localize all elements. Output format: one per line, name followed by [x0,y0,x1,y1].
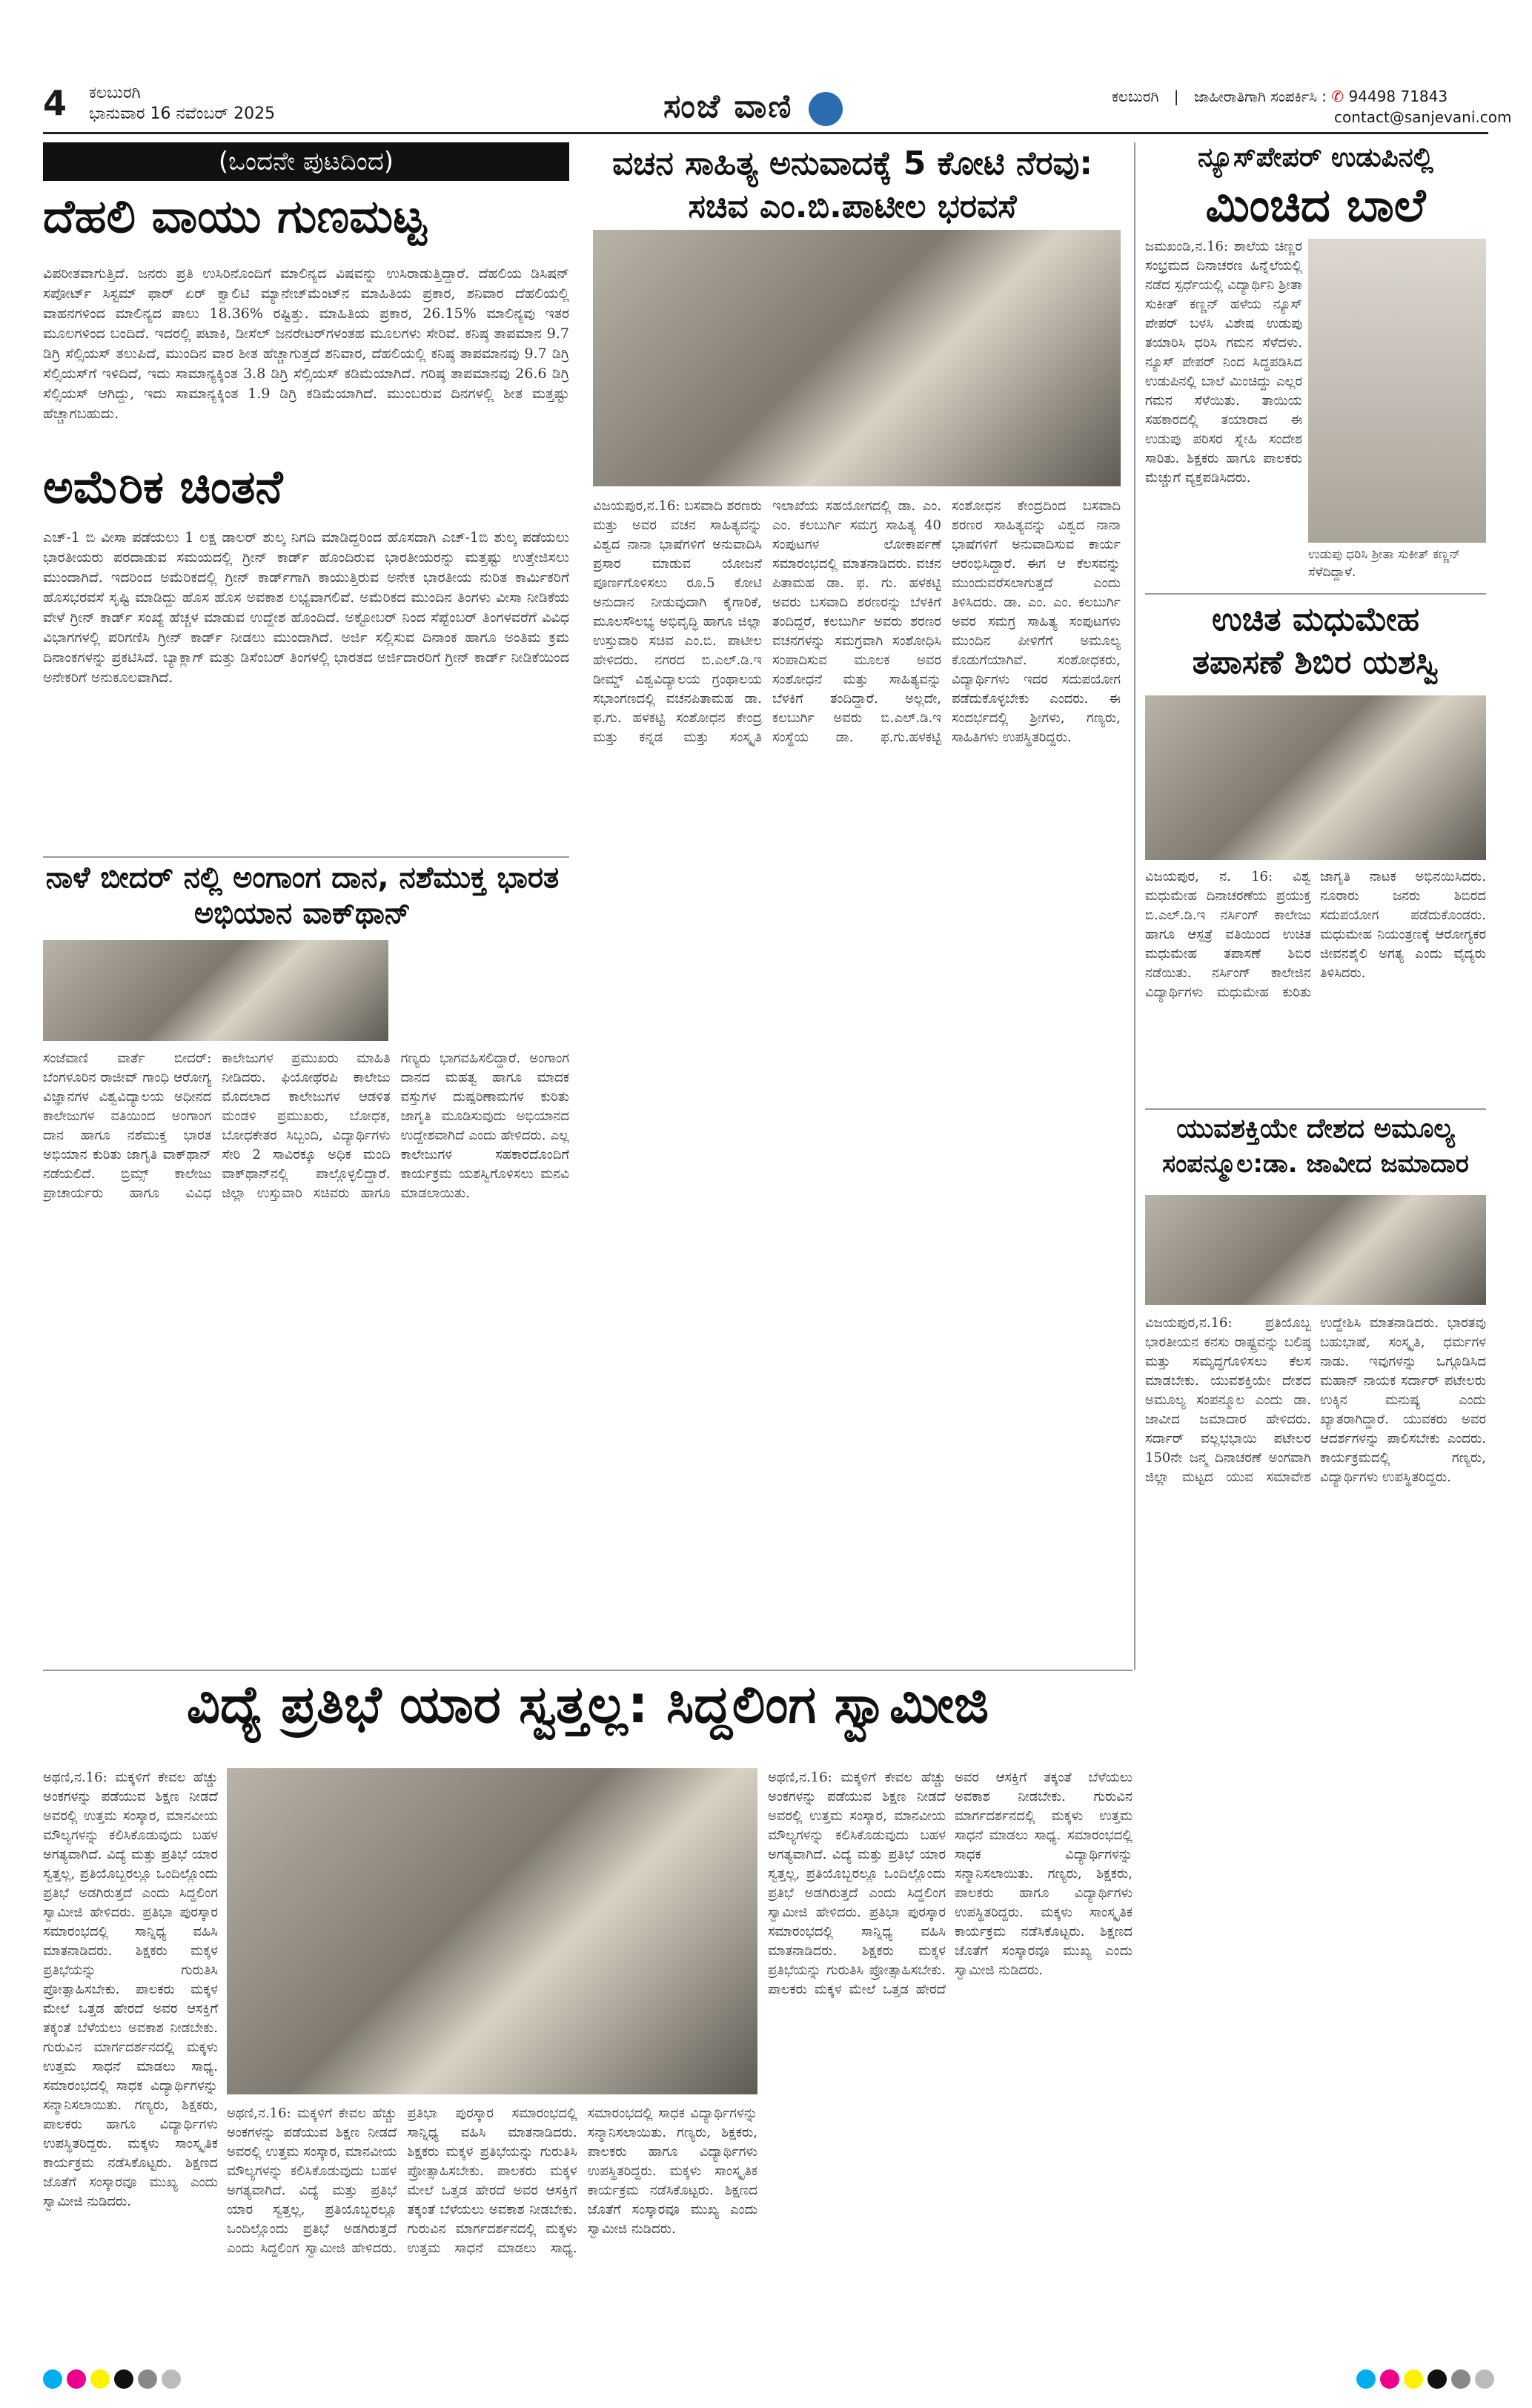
divider [1145,1108,1486,1110]
photo-diabetes-camp [1145,695,1486,860]
caption-newspaper: ಉಡುಪು ಧರಿಸಿ ಶ್ರೀತಾ ಸುಕೀತ್ ಕಣ್ಣನ್ ಸೆಳೆದಿದ್ದಾಳೆ. [1308,547,1461,580]
phone-icon: ✆ [1331,87,1344,105]
headline-youth-2: ಸಂಪನ್ಮೂಲ:ಡಾ. ಜಾವೀದ ಜಮಾದಾರ [1162,1149,1469,1179]
headline-newspaper-2: ಮಿಂಚಿದ ಬಾಲೆ [1205,178,1426,232]
registration-marks-left [43,2369,185,2392]
body-newspaper: ಜಮಖಂಡಿ,ನ.16: ಶಾಲೆಯ ಚಿಣ್ಣರ ಸಂಭ್ರಮದ ದಿನಾಚರಣ ಹಿನ್ನೆಲೆಯಲ್ಲಿ ನಡೆದ ಸ್ಪರ್ಧೆಯಲ್ಲಿ ವಿದ್ಯಾರ್ಥಿನಿ ಶ್ರೀತಾ ಸುಕೀತ್ ಕಣ್ಣನ್ ಹಳೆಯ ನ್ಯೂಸ್ ಪೇಪರ್ ಬಳಸಿ ವಿಶೇಷ ಉಡುಪು ತಯಾರಿಸಿ ಧರಿಸಿ ಗಮನ ಸೆಳೆದಳು. ನ್ಯೂಸ್ ಪೇಪರ್ ನಿಂದ ಸಿದ್ಧಪಡಿಸಿದ ಉಡುಪಿನಲ್ಲಿ ಬಾಲೆ ಮಿಂಚಿದ್ದು ಎಲ್ಲರ ಗಮನ ಸೆಳೆಯಿತು. ತಾಯಿಯ ಸಹಕಾರದಲ್ಲಿ ತಯಾರಾದ ಈ ಉಡುಪು ಪರಿಸರ ಸ್ನೇಹಿ ಸಂದೇಶ ಸಾರಿತು. ಶಿಕ್ಷಕರು ಹಾಗೂ ಪಾಲಕರು ಮೆಚ್ಚುಗೆ ವ್ಯಕ್ತಪಡಿಸಿದರು. [1145,239,1302,486]
headline-diabetes-2: ತಪಾಸಣೆ ಶಿಬಿರ ಯಶಸ್ವಿ [1192,644,1439,681]
date-label: ಭಾನುವಾರ 16 ನವೆಂಬರ್ 2025 [89,105,276,123]
headline-youth-1: ಯುವಶಕ್ತಿಯೇ ದೇಶದ ಅಮೂಲ್ಯ [1176,1114,1455,1144]
divider [1145,593,1486,595]
body-bidar: ಸಂಜೆವಾಣಿ ವಾರ್ತೆ ಬೀದರ್: ಬೆಂಗಳೂರಿನ ರಾಜೀವ್ ಗಾಂಧಿ ಆರೋಗ್ಯ ವಿಜ್ಞಾನಗಳ ವಿಶ್ವವಿದ್ಯಾಲಯ ಅಧೀನದ ಕಾಲೇಜುಗಳ ವತಿಯಿಂದ ಅಂಗಾಂಗ ದಾನ ಹಾಗೂ ನಶೆಮುಕ್ತ ಭಾರತ ಅಭಿಯಾನ ಕುರಿತು ಜಾಗೃತಿ ವಾಕ್‌ಥಾನ್ ನಡೆಯಲಿದೆ. ಬ್ರಿಮ್ಸ್ ಕಾಲೇಜು ಪ್ರಾಚಾರ್ಯರು ಹಾಗೂ ವಿವಿಧ ಕಾಲೇಜುಗಳ ಪ್ರಮುಖರು ಮಾಹಿತಿ ನೀಡಿದರು. ಫಿಯೋಥೆರಪಿ ಕಾಲೇಜು ಮೊದಲಾದ ಕಾಲೇಜುಗಳ ಆಡಳಿತ ಮಂಡಳಿ ಪ್ರಮುಖರು, ಬೋಧಕ, ಬೋಧಕೇತರ ಸಿಬ್ಬಂದಿ, ವಿದ್ಯಾರ್ಥಿಗಳು ಸೇರಿ 2 ಸಾವಿರಕ್ಕೂ ಅಧಿಕ ಮಂದಿ ವಾಕ್‌ಥಾನ್‌ನಲ್ಲಿ ಪಾಲ್ಗೊಳ್ಳಲಿದ್ದಾರೆ. ಜಿಲ್ಲಾ ಉಸ್ತುವಾರಿ ಸಚಿವರು ಹಾಗೂ ಗಣ್ಯರು ಭಾಗವಹಿಸಲಿದ್ದಾರೆ. ಅಂಗಾಂಗ ದಾನದ ಮಹತ್ವ ಹಾಗೂ ಮಾದಕ ವಸ್ತುಗಳ ದುಷ್ಪರಿಣಾಮಗಳ ಕುರಿತು ಜಾಗೃತಿ ಮೂಡಿಸುವುದು ಅಭಿಯಾನದ ಉದ್ದೇಶವಾಗಿದೆ ಎಂದು ಹೇಳಿದರು. ಎಲ್ಲ ಕಾಲೇಜುಗಳ ಸಹಕಾರದೊಂದಿಗೆ ಕಾರ್ಯಕ್ರಮ ಯಶಸ್ವಿಗೊಳಿಸಲು ಮನವಿ ಮಾಡಲಾಯಿತು. [43,1051,569,1201]
body-vachana: ವಿಜಯಪುರ,ನ.16: ಬಸವಾದಿ ಶರಣರು ಮತ್ತು ಅವರ ವಚನ ಸಾಹಿತ್ಯವನ್ನು ವಿಶ್ವದ ನಾನಾ ಭಾಷೆಗಳಿಗೆ ಅನುವಾದಿಸಿ ಪ್ರಸಾರ ಮಾಡುವ ಯೋಜನೆ ಪೂರ್ಣಗೊಳಿಸಲು ರೂ.5 ಕೋಟಿ ಅನುದಾನ ನೀಡುವುದಾಗಿ ಕೈಗಾರಿಕೆ, ಮೂಲಸೌಲಭ್ಯ ಅಭಿವೃದ್ಧಿ ಹಾಗೂ ಜಿಲ್ಲಾ ಉಸ್ತುವಾರಿ ಸಚಿವ ಎಂ.ಬಿ. ಪಾಟೀಲ ಹೇಳಿದರು. ನಗರದ ಬಿ.ಎಲ್.ಡಿ.ಇ ಡೀಮ್ಡ್ ವಿಶ್ವವಿದ್ಯಾಲಯ ಗ್ರಂಥಾಲಯ ಸಭಾಂಗಣದಲ್ಲಿ ವಚನಪಿತಾಮಹ ಡಾ. ಫ.ಗು. ಹಳಕಟ್ಟಿ ಸಂಶೋಧನ ಕೇಂದ್ರ ಮತ್ತು ಕನ್ನಡ ಮತ್ತು ಸಂಸ್ಕೃತಿ ಇಲಾಖೆಯ ಸಹಯೋಗದಲ್ಲಿ ಡಾ. ಎಂ. ಎಂ. ಕಲಬುರ್ಗಿ ಸಮಗ್ರ ಸಾಹಿತ್ಯ 40 ಸಂಪುಟಗಳ ಲೋಕಾರ್ಪಣೆ ಸಮಾರಂಭದಲ್ಲಿ ಮಾತನಾಡಿದರು. ವಚನ ಪಿತಾಮಹ ಡಾ. ಫ. ಗು. ಹಳಕಟ್ಟಿ ಅವರು ಬಸವಾದಿ ಶರಣರನ್ನು ಬೆಳಕಿಗೆ ತಂದಿದ್ದರೆ, ಕಲಬುರ್ಗಿ ಅವರು ಶರಣರ ವಚನಗಳನ್ನು ಸಮಗ್ರವಾಗಿ ಸಂಶೋಧಿಸಿ ಸಂಪಾದಿಸುವ ಮೂಲಕ ಅವರ ಸಂಶೋಧನೆ ಮತ್ತು ಸಾಹಿತ್ಯವನ್ನು ಬೆಳಕಿಗೆ ತಂದಿದ್ದಾರೆ. ಅಲ್ಲದೇ, ಕಲಬುರ್ಗಿ ಅವರು ಬಿ.ಎಲ್.ಡಿ.ಇ ಸಂಸ್ಥೆಯ ಡಾ. ಫ.ಗು.ಹಳಕಟ್ಟಿ ಸಂಶೋಧನ ಕೇಂದ್ರದಿಂದ ಬಸವಾದಿ ಶರಣರ ಸಾಹಿತ್ಯವನ್ನು ವಿಶ್ವದ ನಾನಾ ಭಾಷೆಗಳಿಗೆ ಅನುವಾದಿಸುವ ಕಾರ್ಯ ಆರಂಭಿಸಿದ್ದಾರೆ. ಈಗ ಆ ಕೆಲಸವನ್ನು ಮುಂದುವರೆಸಲಾಗುತ್ತದೆ ಎಂದು ತಿಳಿಸಿದರು. ಡಾ. ಎಂ. ಎಂ. ಕಲಬುರ್ಗಿ ಅವರ ಸಮಗ್ರ ಸಾಹಿತ್ಯ ಸಂಪುಟಗಳು ಮುಂದಿನ ಪೀಳಿಗೆಗೆ ಅಮೂಲ್ಯ ಕೊಡುಗೆಯಾಗಿವೆ. ಸಂಶೋಧಕರು, ವಿದ್ಯಾರ್ಥಿಗಳು ಇದರ ಸದುಪಯೋಗ ಪಡೆದುಕೊಳ್ಳಬೇಕು ಎಂದರು. ಈ ಸಂದರ್ಭದಲ್ಲಿ ಶ್ರೀಗಳು, ಗಣ್ಯರು, ಸಾಹಿತಿಗಳು ಉಪಸ್ಥಿತರಿದ್ದರು. [593,498,1121,745]
body-vidya-left: ಅಥಣಿ,ನ.16: ಮಕ್ಕಳಿಗೆ ಕೇವಲ ಹೆಚ್ಚು ಅಂಕಗಳನ್ನು ಪಡೆಯುವ ಶಿಕ್ಷಣ ನೀಡದೆ ಅವರಲ್ಲಿ ಉತ್ತಮ ಸಂಸ್ಕಾರ, ಮಾನವೀಯ ಮೌಲ್ಯಗಳನ್ನು ಕಲಿಸಿಕೊಡುವುದು ಬಹಳ ಅಗತ್ಯವಾಗಿದೆ. ವಿದ್ಯೆ ಮತ್ತು ಪ್ರತಿಭೆ ಯಾರ ಸ್ವತ್ತಲ್ಲ, ಪ್ರತಿಯೊಬ್ಬರಲ್ಲೂ ಒಂದಿಲ್ಲೊಂದು ಪ್ರತಿಭೆ ಅಡಗಿರುತ್ತದೆ ಎಂದು ಸಿದ್ದಲಿಂಗ ಸ್ವಾಮೀಜಿ ಹೇಳಿದರು. ಪ್ರತಿಭಾ ಪುರಸ್ಕಾರ ಸಮಾರಂಭದಲ್ಲಿ ಸಾನ್ನಿಧ್ಯ ವಹಿಸಿ ಮಾತನಾಡಿದರು. ಶಿಕ್ಷಕರು ಮಕ್ಕಳ ಪ್ರತಿಭೆಯನ್ನು ಗುರುತಿಸಿ ಪ್ರೋತ್ಸಾಹಿಸಬೇಕು. ಪಾಲಕರು ಮಕ್ಕಳ ಮೇಲೆ ಒತ್ತಡ ಹೇರದೆ ಅವರ ಆಸಕ್ತಿಗೆ ತಕ್ಕಂತೆ ಬೆಳೆಯಲು ಅವಕಾಶ ನೀಡಬೇಕು. ಗುರುವಿನ ಮಾರ್ಗದರ್ಶನದಲ್ಲಿ ಮಕ್ಕಳು ಉತ್ತಮ ಸಾಧನೆ ಮಾಡಲು ಸಾಧ್ಯ. ಸಮಾರಂಭದಲ್ಲಿ ಸಾಧಕ ವಿದ್ಯಾರ್ಥಿಗಳನ್ನು ಸನ್ಮಾನಿಸಲಾಯಿತು. ಗಣ್ಯರು, ಶಿಕ್ಷಕರು, ಪಾಲಕರು ಹಾಗೂ ವಿದ್ಯಾರ್ಥಿಗಳು ಉಪಸ್ಥಿತರಿದ್ದರು. ಮಕ್ಕಳು ಸಾಂಸ್ಕೃತಿಕ ಕಾರ್ಯಕ್ರಮ ನಡೆಸಿಕೊಟ್ಟರು. ಶಿಕ್ಷಣದ ಜೊತೆಗೆ ಸಂಸ್ಕಾರವೂ ಮುಖ್ಯ ಎಂದು ಸ್ವಾಮೀಜಿ ನುಡಿದರು. [43,1770,218,2209]
phone-number: 94498 71843 [1348,87,1448,105]
body-diabetes: ವಿಜಯಪುರ, ನ. 16: ವಿಶ್ವ ಮಧುಮೇಹ ದಿನಾಚರಣೆಯ ಪ್ರಯುಕ್ತ ಬಿ.ಎಲ್.ಡಿ.ಇ ನರ್ಸಿಂಗ್ ಕಾಲೇಜು ಹಾಗೂ ಆಸ್ಪತ್ರೆ ವತಿಯಿಂದ ಉಚಿತ ಮಧುಮೇಹ ತಪಾಸಣೆ ಶಿಬಿರ ನಡೆಯಿತು. ನರ್ಸಿಂಗ್ ಕಾಲೇಜಿನ ವಿದ್ಯಾರ್ಥಿಗಳು ಮಧುಮೇಹ ಕುರಿತು ಜಾಗೃತಿ ನಾಟಕ ಅಭಿನಯಿಸಿದರು. ನೂರಾರು ಜನರು ಶಿಬಿರದ ಸದುಪಯೋಗ ಪಡೆದುಕೊಂಡರು. ಮಧುಮೇಹ ನಿಯಂತ್ರಣಕ್ಕೆ ಆರೋಗ್ಯಕರ ಜೀವನಶೈಲಿ ಅಗತ್ಯ ಎಂದು ವೈದ್ಯರು ತಿಳಿಸಿದರು. [1145,869,1486,1000]
photo-vachana-release [593,230,1121,486]
email[interactable]: contact@sanjevani.com [1334,108,1512,126]
body-delhi: ವಿಪರೀತವಾಗುತ್ತಿದೆ. ಜನರು ಪ್ರತಿ ಉಸಿರಿನೊಂದಿಗೆ ಮಾಲಿನ್ಯದ ವಿಷವನ್ನು ಉಸಿರಾಡುತ್ತಿದ್ದಾರೆ. ದೆಹಲಿಯ ಡಿಸಿಷನ್ ಸಪೋರ್ಟ್ ಸಿಸ್ಟಮ್ ಫಾರ್ ಏರ್ ಕ್ವಾಲಿಟಿ ಮ್ಯಾನೇಜ್‌ಮೆಂಟ್‌ನ ಮಾಹಿತಿಯ ಪ್ರಕಾರ, ಶನಿವಾರ ದೆಹಲಿಯಲ್ಲಿ ವಾಹನಗಳಿಂದ ಮಾಲಿನ್ಯದ ಪಾಲು 18.36% ರಷ್ಟಿತ್ತು. ಮಾಹಿತಿಯ ಪ್ರಕಾರ, 26.15% ಮಾಲಿನ್ಯವು ಇತರ ಮೂಲಗಳಿಂದ ಬಂದಿದೆ. ಇದರಲ್ಲಿ ಪಟಾಕಿ, ಡೀಸೆಲ್ ಜನರೇಟರ್‌ಗಳಂತಹ ಮೂಲಗಳು ಸೇರಿವೆ. ಕನಿಷ್ಠ ತಾಪಮಾನ 9.7 ಡಿಗ್ರಿ ಸೆಲ್ಸಿಯಸ್ ತಲುಪಿದೆ, ಮುಂದಿನ ವಾರ ಶೀತ ಹೆಚ್ಚಾಗುತ್ತದೆ ಶನಿವಾರ, ದೆಹಲಿಯಲ್ಲಿ ಕನಿಷ್ಠ ತಾಪಮಾನವು 9.7 ಡಿಗ್ರಿ ಸೆಲ್ಸಿಯಸ್‌ಗೆ ಇಳಿದಿದೆ, ಇದು ಸಾಮಾನ್ಯಕ್ಕಿಂತ 3.8 ಡಿಗ್ರಿ ಸೆಲ್ಸಿಯಸ್ ಕಡಿಮೆಯಾಗಿದೆ. ಗರಿಷ್ಠ ತಾಪಮಾನವು 26.6 ಡಿಗ್ರಿ ಸೆಲ್ಸಿಯಸ್ ಆಗಿದ್ದು, ಇದು ಸಾಮಾನ್ಯಕ್ಕಿಂತ 1.9 ಡಿಗ್ರಿ ಕಡಿಮೆಯಾಗಿದೆ. ಮುಂಬರುವ ದಿನಗಳಲ್ಲಿ ಶೀತ ಮತ್ತಷ್ಟು ಹೆಚ್ಚಾಗಬಹುದು. [43,265,569,422]
photo-youth-event [1145,1195,1486,1305]
headline-diabetes-1: ಉಚಿತ ಮಧುಮೇಹ [1212,601,1419,638]
divider [43,856,569,858]
headline-bidar: ನಾಳೆ ಬೀದರ್ ನಲ್ಲಿ ಅಂಗಾಂಗ ದಾನ, ನಶೆಮುಕ್ತ ಭಾರತ ಅಭಿಯಾನ ವಾಕ್‌ಥಾನ್ [45,861,560,930]
logo-text: ಸಂಜೆ ವಾಣಿ [663,87,793,125]
registration-marks-right [1356,2369,1499,2392]
headline-vidya: ವಿದ್ಯೆ ಪ್ರತಿಭೆ ಯಾರ ಸ್ವತ್ತಲ್ಲ: ಸಿದ್ದಲಿಂಗ ಸ್ವಾಮೀಜಿ [186,1674,989,1735]
photo-bidar-press [43,940,388,1041]
headline-vachana: ವಚನ ಸಾಹಿತ್ಯ ಅನುವಾದಕ್ಕೆ 5 ಕೋಟಿ ನೆರವು: ಸಚಿವ ಎಂ.ಬಿ.ಪಾಟೀಲ ಭರವಸೆ [612,145,1092,225]
photo-swamiji-lamp [227,1768,757,2094]
column-rule [1134,142,1135,1670]
divider [43,1670,1133,1671]
headline-america: ಅಮೆರಿಕ ಚಿಂತನೆ [43,460,283,514]
body-vidya-right: ಅಥಣಿ,ನ.16: ಮಕ್ಕಳಿಗೆ ಕೇವಲ ಹೆಚ್ಚು ಅಂಕಗಳನ್ನು ಪಡೆಯುವ ಶಿಕ್ಷಣ ನೀಡದೆ ಅವರಲ್ಲಿ ಉತ್ತಮ ಸಂಸ್ಕಾರ, ಮಾನವೀಯ ಮೌಲ್ಯಗಳನ್ನು ಕಲಿಸಿಕೊಡುವುದು ಬಹಳ ಅಗತ್ಯವಾಗಿದೆ. ವಿದ್ಯೆ ಮತ್ತು ಪ್ರತಿಭೆ ಯಾರ ಸ್ವತ್ತಲ್ಲ, ಪ್ರತಿಯೊಬ್ಬರಲ್ಲೂ ಒಂದಿಲ್ಲೊಂದು ಪ್ರತಿಭೆ ಅಡಗಿರುತ್ತದೆ ಎಂದು ಸಿದ್ದಲಿಂಗ ಸ್ವಾಮೀಜಿ ಹೇಳಿದರು. ಪ್ರತಿಭಾ ಪುರಸ್ಕಾರ ಸಮಾರಂಭದಲ್ಲಿ ಸಾನ್ನಿಧ್ಯ ವಹಿಸಿ ಮಾತನಾಡಿದರು. ಶಿಕ್ಷಕರು ಮಕ್ಕಳ ಪ್ರತಿಭೆಯನ್ನು ಗುರುತಿಸಿ ಪ್ರೋತ್ಸಾಹಿಸಬೇಕು. ಪಾಲಕರು ಮಕ್ಕಳ ಮೇಲೆ ಒತ್ತಡ ಹೇರದೆ ಅವರ ಆಸಕ್ತಿಗೆ ತಕ್ಕಂತೆ ಬೆಳೆಯಲು ಅವಕಾಶ ನೀಡಬೇಕು. ಗುರುವಿನ ಮಾರ್ಗದರ್ಶನದಲ್ಲಿ ಮಕ್ಕಳು ಉತ್ತಮ ಸಾಧನೆ ಮಾಡಲು ಸಾಧ್ಯ. ಸಮಾರಂಭದಲ್ಲಿ ಸಾಧಕ ವಿದ್ಯಾರ್ಥಿಗಳನ್ನು ಸನ್ಮಾನಿಸಲಾಯಿತು. ಗಣ್ಯರು, ಶಿಕ್ಷಕರು, ಪಾಲಕರು ಹಾಗೂ ವಿದ್ಯಾರ್ಥಿಗಳು ಉಪಸ್ಥಿತರಿದ್ದರು. ಮಕ್ಕಳು ಸಾಂಸ್ಕೃತಿಕ ಕಾರ್ಯಕ್ರಮ ನಡೆಸಿಕೊಟ್ಟರು. ಶಿಕ್ಷಣದ ಜೊತೆಗೆ ಸಂಸ್ಕಾರವೂ ಮುಖ್ಯ ಎಂದು ಸ್ವಾಮೀಜಿ ನುಡಿದರು. [768,1770,1133,1997]
body-america: ಎಚ್-1 ಬಿ ವೀಸಾ ಪಡೆಯಲು 1 ಲಕ್ಷ ಡಾಲರ್ ಶುಲ್ಕ ನಿಗದಿ ಮಾಡಿದ್ದರಿಂದ ಹೊಸದಾಗಿ ಎಚ್-1ಬಿ ಶುಲ್ಕ ಪಡೆಯಲು ಭಾರತೀಯರು ಪರದಾಡುವ ಸಮಯದಲ್ಲಿ ಗ್ರೀನ್ ಕಾರ್ಡ್ ಹೊಂದಿರುವ ಭಾರತೀಯರನ್ನು ಮತ್ತಷ್ಟು ಉತ್ತೇಜಿಸಲು ಮುಂದಾಗಿದೆ. ಇದರಿಂದ ಅಮೆರಿಕದಲ್ಲಿ ಗ್ರೀನ್ ಕಾರ್ಡ್‌ಗಾಗಿ ಕಾಯುತ್ತಿರುವ ಅನೇಕ ಭಾರತೀಯ ನುರಿತ ಕಾರ್ಮಿಕರಿಗೆ ಹೊಸಭರವಸೆ ಸೃಷ್ಟಿ ಮಾಡಿದ್ದು ಹೊಸ ಹೊಸ ಅವಕಾಶ ಲಭ್ಯವಾಗಲಿವೆ. ಅಮೆರಿಕದ ಮುಂದಿನ ತಿಂಗಳು ವೀಸಾ ನೀಡಿಕೆಯ ವೇಳೆ ಗ್ರೀನ್ ಕಾರ್ಡ್ ಸಂಖ್ಯೆ ಹೆಚ್ಚಳ ಮಾಡುವ ಉದ್ದೇಶ ಹೊಂದಿದೆ. ಅಕ್ಟೋಬರ್ ನಿಂದ ಸೆಪ್ಟೆಂಬರ್ ತಿಂಗಳವರೆಗೆ ವಿವಿಧ ವಿಭಾಗಗಳಲ್ಲಿ ಪರಿಗಣಿಸಿ ಗ್ರೀನ್ ಕಾರ್ಡ್ ನೀಡಲು ಮುಂದಾಗಿದೆ. ಅರ್ಜಿ ಸಲ್ಲಿಸುವ ದಿನಾಂಕ ಹಾಗೂ ಅಂತಿಮ ಕ್ರಮ ದಿನಾಂಕಗಳನ್ನು ಪ್ರಕಟಿಸಿದೆ. ಬ್ಯಾಕ್ಲಾಗ್ ಮತ್ತು ಡಿಸೆಂಬರ್ ತಿಂಗಳಲ್ಲಿ ಭಾರತದ ಅರ್ಜಿದಾರರಿಗೆ ಗ್ರೀನ್ ಕಾರ್ಡ್ ನೀಡಿಕೆಯಿಂದ ಅನೇಕರಿಗೆ ಅನುಕೂಲವಾಗಿದೆ. [43,529,569,686]
masthead-left [89,83,275,125]
page-number: 4 [43,83,67,123]
body-youth: ವಿಜಯಪುರ,ನ.16: ಪ್ರತಿಯೊಬ್ಬ ಭಾರತೀಯನ ಕನಸು ರಾಷ್ಟ್ರವನ್ನು ಬಲಿಷ್ಠ ಮತ್ತು ಸಮೃದ್ಧಗೊಳಿಸಲು ಕೆಲಸ ಮಾಡಬೇಕು. ಯುವಶಕ್ತಿಯೇ ದೇಶದ ಅಮೂಲ್ಯ ಸಂಪನ್ಮೂಲ ಎಂದು ಡಾ. ಜಾವೀದ ಜಮಾದಾರ ಹೇಳಿದರು. ಸರ್ದಾರ್ ವಲ್ಲಭಭಾಯಿ ಪಟೇಲರ 150ನೇ ಜನ್ಮ ದಿನಾಚರಣೆ ಅಂಗವಾಗಿ ಜಿಲ್ಲಾ ಮಟ್ಟದ ಯುವ ಸಮಾವೇಶ ಉದ್ದೇಶಿಸಿ ಮಾತನಾಡಿದರು. ಭಾರತವು ಬಹುಭಾಷೆ, ಸಂಸ್ಕೃತಿ, ಧರ್ಮಗಳ ನಾಡು. ಇವುಗಳನ್ನು ಒಗ್ಗೂಡಿಸಿದ ಮಹಾನ್ ನಾಯಕ ಸರ್ದಾರ್ ಪಟೇಲರು ಉಕ್ಕಿನ ಮನುಷ್ಯ ಎಂದು ಖ್ಯಾತರಾಗಿದ್ದಾರೆ. ಯುವಕರು ಅವರ ಆದರ್ಶಗಳನ್ನು ಪಾಲಿಸಬೇಕು ಎಂದರು. ಕಾರ್ಯಕ್ರಮದಲ್ಲಿ ಗಣ್ಯರು, ವಿದ್ಯಾರ್ಥಿಗಳು ಉಪಸ್ಥಿತರಿದ್ದರು. [1145,1315,1486,1485]
newspaper-logo [663,87,846,126]
photo-girl-newspaper-dress [1308,239,1486,543]
masthead-rule [43,132,1488,134]
masthead-right: ಕಲಬುರಗಿ | ಜಾಹೀರಾತಿಗಾಗಿ ಸಂಪರ್ಕಿಸಿ : ✆ 94498 71843 [1112,87,1448,105]
globe-icon [809,92,843,126]
right-city: ಕಲಬುರಗಿ [1112,87,1159,105]
headline-delhi: ದೆಹಲಿ ವಾಯು ಗುಣಮಟ್ಟ [43,189,427,243]
body-vidya-lower: ಅಥಣಿ,ನ.16: ಮಕ್ಕಳಿಗೆ ಕೇವಲ ಹೆಚ್ಚು ಅಂಕಗಳನ್ನು ಪಡೆಯುವ ಶಿಕ್ಷಣ ನೀಡದೆ ಅವರಲ್ಲಿ ಉತ್ತಮ ಸಂಸ್ಕಾರ, ಮಾನವೀಯ ಮೌಲ್ಯಗಳನ್ನು ಕಲಿಸಿಕೊಡುವುದು ಬಹಳ ಅಗತ್ಯವಾಗಿದೆ. ವಿದ್ಯೆ ಮತ್ತು ಪ್ರತಿಭೆ ಯಾರ ಸ್ವತ್ತಲ್ಲ, ಪ್ರತಿಯೊಬ್ಬರಲ್ಲೂ ಒಂದಿಲ್ಲೊಂದು ಪ್ರತಿಭೆ ಅಡಗಿರುತ್ತದೆ ಎಂದು ಸಿದ್ದಲಿಂಗ ಸ್ವಾಮೀಜಿ ಹೇಳಿದರು. ಪ್ರತಿಭಾ ಪುರಸ್ಕಾರ ಸಮಾರಂಭದಲ್ಲಿ ಸಾನ್ನಿಧ್ಯ ವಹಿಸಿ ಮಾತನಾಡಿದರು. ಶಿಕ್ಷಕರು ಮಕ್ಕಳ ಪ್ರತಿಭೆಯನ್ನು ಗುರುತಿಸಿ ಪ್ರೋತ್ಸಾಹಿಸಬೇಕು. ಪಾಲಕರು ಮಕ್ಕಳ ಮೇಲೆ ಒತ್ತಡ ಹೇರದೆ ಅವರ ಆಸಕ್ತಿಗೆ ತಕ್ಕಂತೆ ಬೆಳೆಯಲು ಅವಕಾಶ ನೀಡಬೇಕು. ಗುರುವಿನ ಮಾರ್ಗದರ್ಶನದಲ್ಲಿ ಮಕ್ಕಳು ಉತ್ತಮ ಸಾಧನೆ ಮಾಡಲು ಸಾಧ್ಯ. ಸಮಾರಂಭದಲ್ಲಿ ಸಾಧಕ ವಿದ್ಯಾರ್ಥಿಗಳನ್ನು ಸನ್ಮಾನಿಸಲಾಯಿತು. ಗಣ್ಯರು, ಶಿಕ್ಷಕರು, ಪಾಲಕರು ಹಾಗೂ ವಿದ್ಯಾರ್ಥಿಗಳು ಉಪಸ್ಥಿತರಿದ್ದರು. ಮಕ್ಕಳು ಸಾಂಸ್ಕೃತಿಕ ಕಾರ್ಯಕ್ರಮ ನಡೆಸಿಕೊಟ್ಟರು. ಶಿಕ್ಷಣದ ಜೊತೆಗೆ ಸಂಸ್ಕಾರವೂ ಮುಖ್ಯ ಎಂದು ಸ್ವಾಮೀಜಿ ನುಡಿದರು. [227,2106,757,2256]
city-label: ಕಲಬುರಗಿ [89,84,141,102]
continued-banner: (ಒಂದನೇ ಪುಟದಿಂದ) [43,142,569,181]
ad-label: ಜಾಹೀರಾತಿಗಾಗಿ ಸಂಪರ್ಕಿಸಿ : [1193,87,1327,105]
headline-newspaper-1: ನ್ಯೂಸ್‌ಪೇಪರ್ ಉಡುಪಿನಲ್ಲಿ [1198,142,1433,173]
